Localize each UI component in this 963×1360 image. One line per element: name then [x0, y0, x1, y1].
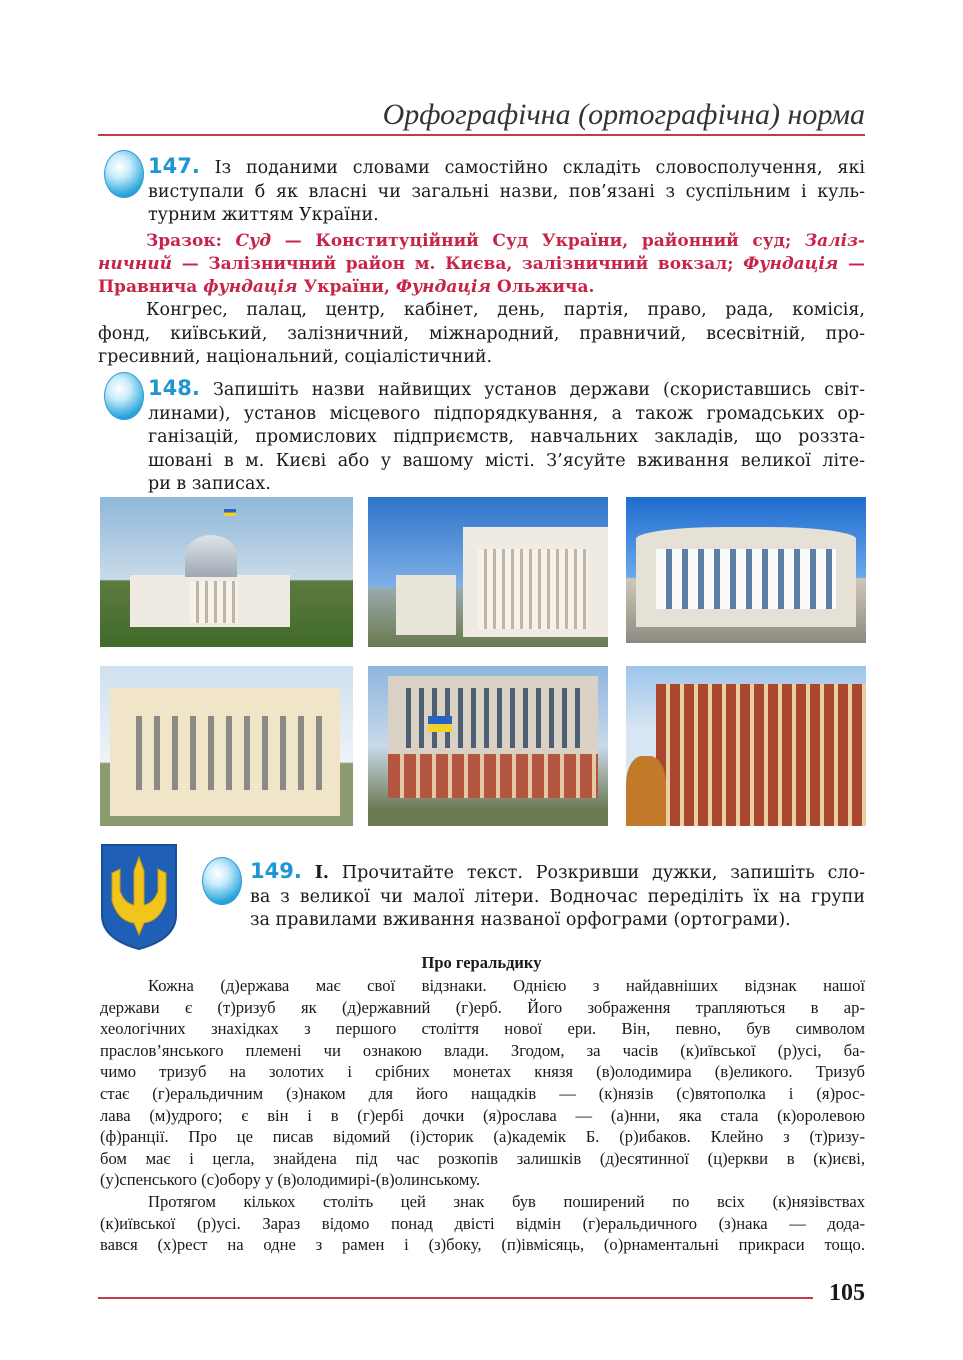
- text-body: Кожна (д)ержава має свої відзнаки. Однією з найдавніших відзнак нашої держави є (т)ризуб як (д)ержавний (г)ерб. Його зображення трапляються в ар- хеологічних знахідках з першого століття нової ери. Він, певно, був символом праслов’янського племені чи ознакою влади. Згодом, за часів (к)иївської (р)усі, ба- чимо тризуб на золотих і срібних монетах князя (в)олодимира (в)еликого. Тризуб стає (г)еральдичним (з)наком для його нащадків — (к)нязів (с)вятополка і (я)рос- лава (м)удрого; є він і в (г)ербі дочки (я)рослава — (а)нни, яка стала (к)оролевою (ф)ранції. Про це писав відомий (і)сторик (а)кадемік Б. (р)ибаков. Клейно з (т)ризу- бом має і цегла, знайдена під час розкопів залишків (д)есятинної (ц)еркви в (к)иєві, (у)спенського (с)обору у (в)олодимирі-(в)олинському. Протягом кількох століть цей знак був поширений по всіх (к)нязівствах (к)иївської (р)усі. Зараз відомо понад двісті відмін (г)еральдичного (з)нака — дода- вався (х)рест на одне з рамен і (з)боку, (п)івмісяць, (о)рнаментальні прикраси тощо.: [100, 976, 865, 1255]
- exercise-number: 148.: [148, 376, 200, 400]
- page-header-title: Орфографічна (ортографічна) норма: [382, 98, 865, 131]
- photo-supreme-court: [100, 666, 353, 826]
- exercise-147-sample: Зразок: Суд — Конституційний Суд України, районний суд; Заліз- ничний — Залізничний район м. Києва, залізничний вокзал; Фундація — Правнича фундація України, Фундація Ольжича.: [98, 231, 866, 297]
- footer-divider: [98, 1297, 813, 1299]
- text-title: Про геральдику: [421, 953, 542, 972]
- exercise-number: 149.: [250, 859, 302, 883]
- trident-coat-of-arms-icon: [100, 843, 178, 951]
- exercise-149-task: 149. І. Прочитайте текст. Розкривши дужки, запишіть сло- ва з великої чи малої літери. Водночас переділіть їх на групи за правилами вживання названої орфограми (ортограми).: [250, 859, 865, 930]
- exercise-bullet-icon: [202, 857, 242, 905]
- photo-verkhovna-rada: [100, 497, 353, 647]
- exercise-147-task: 147. Із поданими словами самостійно складіть словосполучення, які виступали б як власні чи загальні назви, пов’язані з суспільним і куль- турним життям України.: [148, 154, 865, 225]
- photo-cabinet-of-ministers: [626, 497, 866, 643]
- photo-presidential-office: [368, 497, 608, 647]
- photo-kyiv-city-council: [368, 666, 608, 826]
- photo-national-bank: [626, 666, 866, 826]
- page-number: 105: [829, 1280, 865, 1306]
- exercise-bullet-icon: [104, 150, 144, 198]
- exercise-number: 147.: [148, 154, 200, 178]
- header-divider: [98, 134, 865, 136]
- exercise-147-words: Конгрес, палац, центр, кабінет, день, партія, право, рада, комісія, фонд, київський, залізничний, міжнародний, правничий, всесвітній, про- гресивний, національний, соціалістичний.: [98, 300, 865, 367]
- exercise-148-task: 148. Запишіть назви найвищих установ держави (скориставшись світ- линами), установ місцевого підпорядкування, а також громадських ор- ганізацій, промислових підприємств, навчальних закладів, що роззта- шовані в м. Києві або у вашому місті. З’ясуйте вживання великої літе- ри в записах.: [148, 376, 865, 494]
- exercise-bullet-icon: [104, 372, 144, 420]
